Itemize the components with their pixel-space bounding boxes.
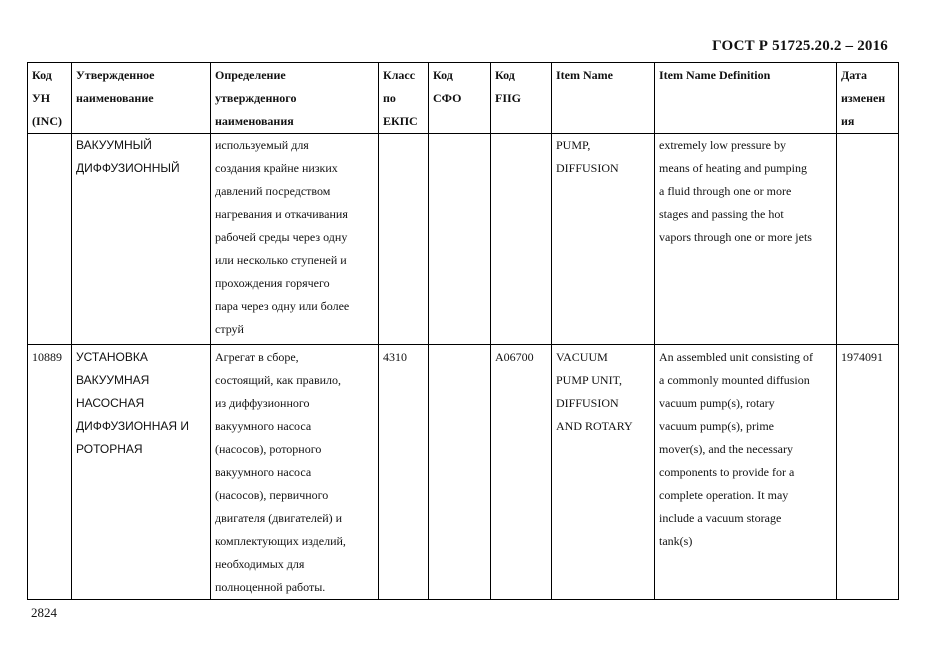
table-row [28, 345, 899, 600]
cell-fiig [491, 134, 552, 345]
col-header-change-date: Дата изменен ия [837, 63, 899, 134]
cell-definition: используемый для создания крайне низких давлений посредством нагревания и откачивания рабочей среды через одну или несколько ступеней и прохождения горячего пара через одну или более струй [211, 134, 379, 345]
col-header-sfo: Код СФО [429, 63, 491, 134]
document-code: ГОСТ Р 51725.20.2 – 2016 [712, 38, 888, 54]
cell-definition: Агрегат в сборе, состоящий, как правило, из диффузионного вакуумного насоса (насосов), роторного вакуумного насоса (насосов), первичного двигателя (двигателей) и комплектующих изделий, необходимых для полноценной работы. [211, 345, 379, 600]
cell-approved-name: УСТАНОВКА ВАКУУМНАЯ НАСОСНАЯ ДИФФУЗИОННАЯ И РОТОРНАЯ [72, 345, 211, 600]
col-header-fiig: Код FIIG [491, 63, 552, 134]
cell-class [379, 134, 429, 345]
col-header-item-name: Item Name [552, 63, 655, 134]
cell-approved-name: ВАКУУМНЫЙ ДИФФУЗИОННЫЙ [72, 134, 211, 345]
cell-change-date [837, 134, 899, 345]
cell-item-name-definition: extremely low pressure by means of heating and pumping a fluid through one or more stages and passing the hot vapors through one or more jets [655, 134, 837, 345]
col-header-item-name-definition: Item Name Definition [655, 63, 837, 134]
cell-inc [28, 134, 72, 345]
cell-sfo [429, 345, 491, 600]
col-header-definition: Определение утвержденного наименования [211, 63, 379, 134]
spec-table [27, 62, 899, 600]
cell-class: 4310 [379, 345, 429, 600]
page-number: 2824 [31, 605, 57, 620]
col-header-class: Класс по ЕКПС [379, 63, 429, 134]
col-header-inc: Код УН (INC) [28, 63, 72, 134]
table-row [28, 134, 899, 345]
cell-fiig: A06700 [491, 345, 552, 600]
cell-change-date: 1974091 [837, 345, 899, 600]
cell-item-name: PUMP, DIFFUSION [552, 134, 655, 345]
cell-item-name-definition: An assembled unit consisting of a commonly mounted diffusion vacuum pump(s), rotary vacuum pump(s), prime mover(s), and the necessary components to provide for a complete operation. It may include a vacuum storage tank(s) [655, 345, 837, 600]
table-header-row [28, 63, 899, 134]
col-header-approved-name: Утвержденное наименование [72, 63, 211, 134]
cell-sfo [429, 134, 491, 345]
cell-inc: 10889 [28, 345, 72, 600]
cell-item-name: VACUUM PUMP UNIT, DIFFUSION AND ROTARY [552, 345, 655, 600]
